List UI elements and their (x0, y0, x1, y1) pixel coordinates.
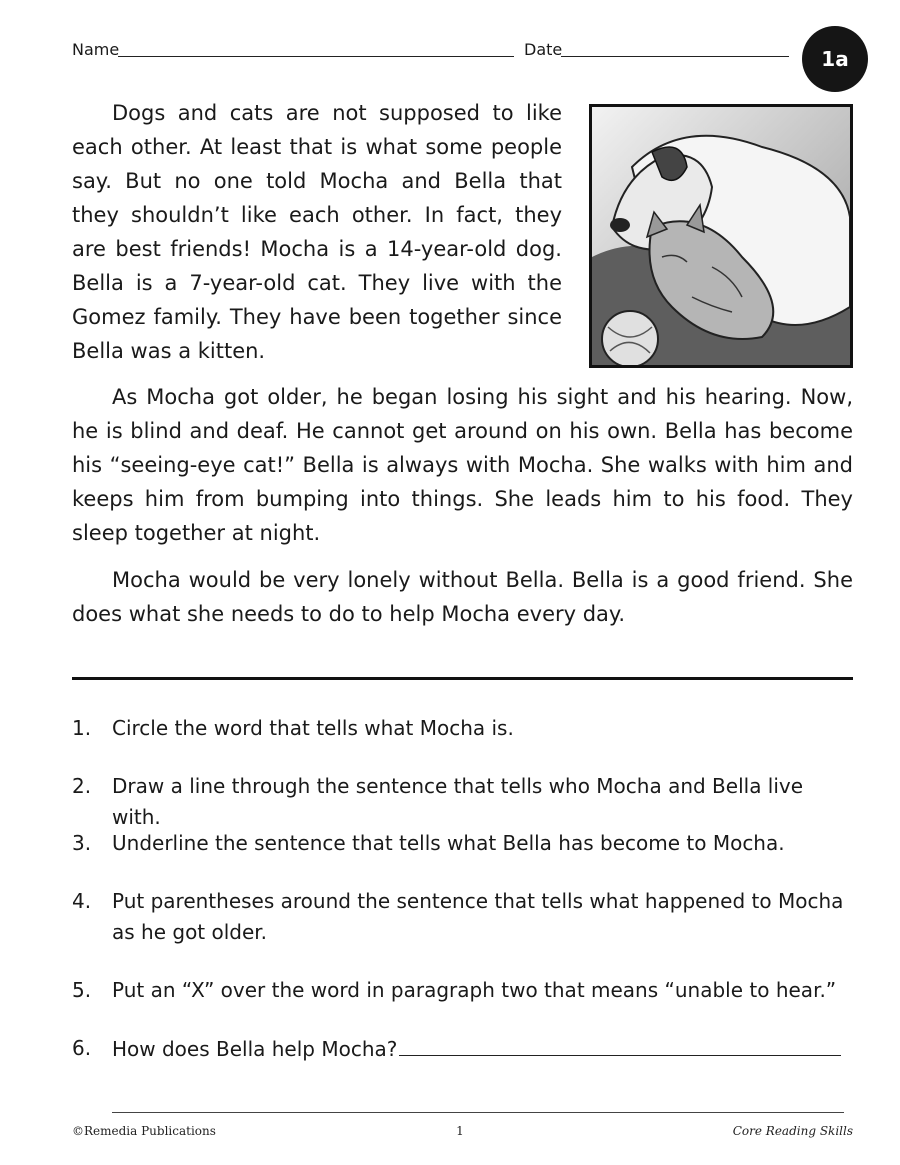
footer-publisher: ©Remedia Publications (72, 1124, 216, 1138)
name-date-header (72, 40, 872, 70)
answer-line[interactable] (399, 1033, 841, 1056)
dog-and-cat-illustration (589, 104, 853, 368)
illustration-drawing (592, 107, 850, 365)
question-number: 5. (72, 978, 92, 1002)
question-number: 1. (72, 716, 92, 740)
question-number: 4. (72, 889, 92, 913)
question-text: How does Bella help Mocha? (112, 1037, 398, 1061)
section-divider (72, 677, 853, 680)
story-paragraph-1: Dogs and cats are not supposed to like each other. At least that is what some people say. But no one told Mocha and Bella that they shouldn’t like each other. In fact, they are best friends! Mocha is a 14-year-old dog. Bella is a 7-year-old cat. They live with the Gomez family. They have been together since Bella was a kitten. (72, 101, 562, 363)
question-6-row (112, 1033, 857, 1065)
question-text: Circle the word that tells what Mocha is. (112, 716, 514, 740)
question-text: Draw a line through the sentence that tells who Mocha and Bella live with. (112, 774, 804, 829)
story-paragraph-2: As Mocha got older, he began losing his sight and his hearing. Now, he is blind and deaf. He cannot get around on his own. Bella has become his “seeing-eye cat!” Bella is always with Mocha. She walks with him and keeps him from bumping into things. She leads him to his food. They sleep together at night. (72, 385, 853, 545)
date-label: Date (524, 40, 563, 59)
worksheet-badge: 1a (802, 26, 868, 92)
date-field[interactable] (561, 56, 789, 57)
footer-book-title: Core Reading Skills (732, 1124, 853, 1138)
question-text: Put parentheses around the sentence that tells what happened to Mocha as he got older. (112, 889, 844, 944)
name-label: Name (72, 40, 120, 59)
question-text: Put an “X” over the word in paragraph two that means “unable to hear.” (112, 978, 837, 1002)
question-number: 6. (72, 1036, 92, 1060)
footer-page-number: 1 (456, 1124, 464, 1138)
name-field[interactable] (118, 56, 514, 57)
story-paragraph-3: Mocha would be very lonely without Bella. Bella is a good friend. She does what she needs to do to help Mocha every day. (72, 568, 853, 626)
question-number: 3. (72, 831, 92, 855)
question-number: 2. (72, 774, 92, 798)
question-text: Underline the sentence that tells what Bella has become to Mocha. (112, 831, 785, 855)
footer-divider (112, 1112, 844, 1113)
